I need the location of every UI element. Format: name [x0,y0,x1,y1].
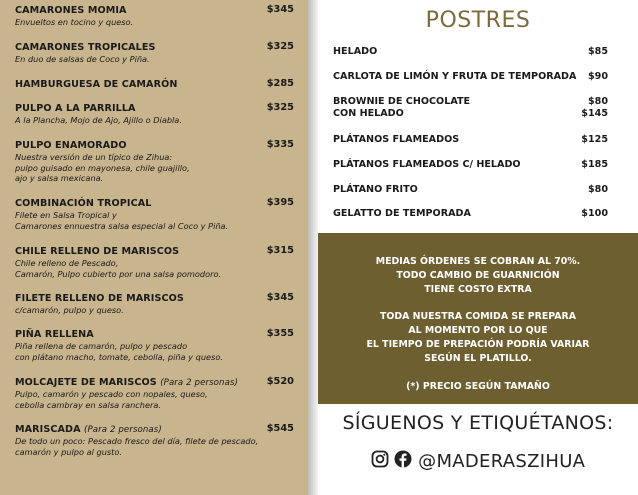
dish-price: $325 [266,41,294,52]
dish-description: cebolla cambray en salsa ranchera. [15,399,161,410]
dessert-item [333,159,608,171]
dessert-item [333,134,608,146]
dessert-name: PLÁTANO FRITO [333,184,418,195]
dish-description: Camarón, Pulpo cubierto por una salsa pomodoro. [15,268,222,279]
dessert-price: $185 [581,159,608,170]
dish-name: FILETE RELLENO DE MARISCOS [15,293,184,304]
dish-item [15,42,298,65]
dish-price: $520 [266,376,294,387]
notice-line: EL TIEMPO DE PREPACIÓN PODRÍA VARIAR [366,339,590,350]
dish-description: Piña rellena de camarón, pulpo y pescado [15,341,188,351]
dish-description: Camarones ennuestra salsa especial al Coco y Piña. [15,220,229,231]
column-divider [308,0,318,495]
dish-name: CAMARONES TROPICALES [15,42,156,53]
dish-price: $395 [266,197,294,208]
dish-item [15,103,298,126]
notice-line: TIENE COSTO EXTRA [424,284,532,295]
dish-price: $355 [266,328,294,339]
dish-item [15,5,298,28]
dish-item [15,424,298,457]
dish-price: $335 [266,139,294,150]
dish-description: Chile relleno de Pescado, [15,258,119,268]
dish-description: Filete en Salsa Tropical y [15,210,117,220]
social-handle-row [318,450,638,473]
dish-description: De todo un poco: Pescado fresco del día, filete de pescado, [15,436,259,446]
dessert-name: CON HELADO [333,108,404,119]
dish-name: CHILE RELLENO DE MARISCOS [15,246,180,257]
follow-us-text: SÍGUENOS Y ETIQUÉTANOS: [342,412,614,434]
dish-name: PIÑA RELLENA [15,329,94,340]
dessert-price: $85 [587,46,608,57]
dessert-price: $90 [587,71,608,82]
dessert-item [333,71,608,83]
instagram-icon[interactable] [371,450,389,473]
dish-item [15,79,298,91]
dish-price: $315 [266,245,294,256]
notice-line: SEGÚN EL PLATILLO. [424,353,532,364]
dish-description: camarón y pulpo al gusto. [15,446,122,457]
notice-line: TODO CAMBIO DE GUARNICIÓN [396,270,560,281]
dish-description: Pulpo, camarón y pescado con nopales, queso, [15,389,208,399]
dish-name: MARISCADA (Para 2 personas) [15,424,162,435]
dish-name: CAMARONES MOMIA [15,5,127,16]
dish-name: PULPO A LA PARRILLA [15,103,136,114]
dish-name: COMBINACIÓN TROPICAL [15,198,152,209]
dish-price: $545 [266,423,294,434]
dish-description: ajo y salsa mexicana. [15,173,104,183]
desserts-title: POSTRES [425,8,531,33]
dish-price: $285 [266,78,294,89]
dessert-name: BROWNIE DE CHOCOLATE [333,96,471,107]
dish-item [15,329,298,362]
dessert-item [333,208,608,220]
notice-line: MEDIAS ÓRDENES SE COBRAN AL 70%. [375,256,581,267]
dish-description: En duo de salsas de Coco y Piña. [15,54,150,64]
dessert-item [333,46,608,58]
dish-item [15,140,298,184]
dish-price: $345 [266,292,294,303]
dish-price: $325 [266,102,294,113]
social-handle[interactable]: @MADERASZIHUA [418,451,586,472]
dessert-price: $125 [581,134,608,145]
dessert-name: HELADO [333,46,378,57]
dessert-item [333,96,608,120]
notice-line: AL MOMENTO POR LO QUE [408,325,548,336]
dish-item [15,198,298,231]
dessert-name: PLÁTANOS FLAMEADOS [333,134,460,145]
notice-line: (*) PRECIO SEGÚN TAMAÑO [406,381,550,392]
dish-note: (Para 2 personas) [84,425,162,435]
dish-name: PULPO ENAMORADO [15,140,127,151]
dessert-item [333,184,608,196]
facebook-icon[interactable] [394,450,412,473]
dessert-price: $80 [587,184,608,195]
dish-price: $345 [266,4,294,15]
dessert-price: $80 $145 [581,96,608,119]
dish-name: MOLCAJETE DE MARISCOS (Para 2 personas) [15,377,238,388]
dish-name: HAMBURGUESA DE CAMARÓN [15,79,178,90]
dish-description: A la Plancha, Mojo de Ajo, Ajillo o Diabla. [15,115,182,125]
dessert-name: GELATTO DE TEMPORADA [333,208,471,219]
notice-line: TODA NUESTRA COMIDA SE PREPARA [379,311,577,322]
notice-box [318,233,638,404]
dish-item [15,246,298,279]
dessert-name: PLÁTANOS FLAMEADOS C/ HELADO [333,159,521,170]
dessert-price: $100 [581,208,608,219]
dish-description: c/camarón, pulpo y queso. [15,305,124,315]
dish-item [15,293,298,316]
main-dishes-panel [0,0,308,495]
dish-item [15,377,298,410]
dish-description: Nuestra versión de un típico de Zihua: [15,152,173,162]
dish-description: pulpo guisado en mayonesa, chile guajillo, [15,162,190,173]
dish-description: con plátano macho, tomate, cebolla, piña y queso. [15,351,223,362]
dish-note: (Para 2 personas) [160,378,238,388]
dessert-name: CARLOTA DE LIMÓN Y FRUTA DE TEMPORADA [333,71,577,82]
dish-description: Envueltos en tocino y queso. [15,17,134,27]
